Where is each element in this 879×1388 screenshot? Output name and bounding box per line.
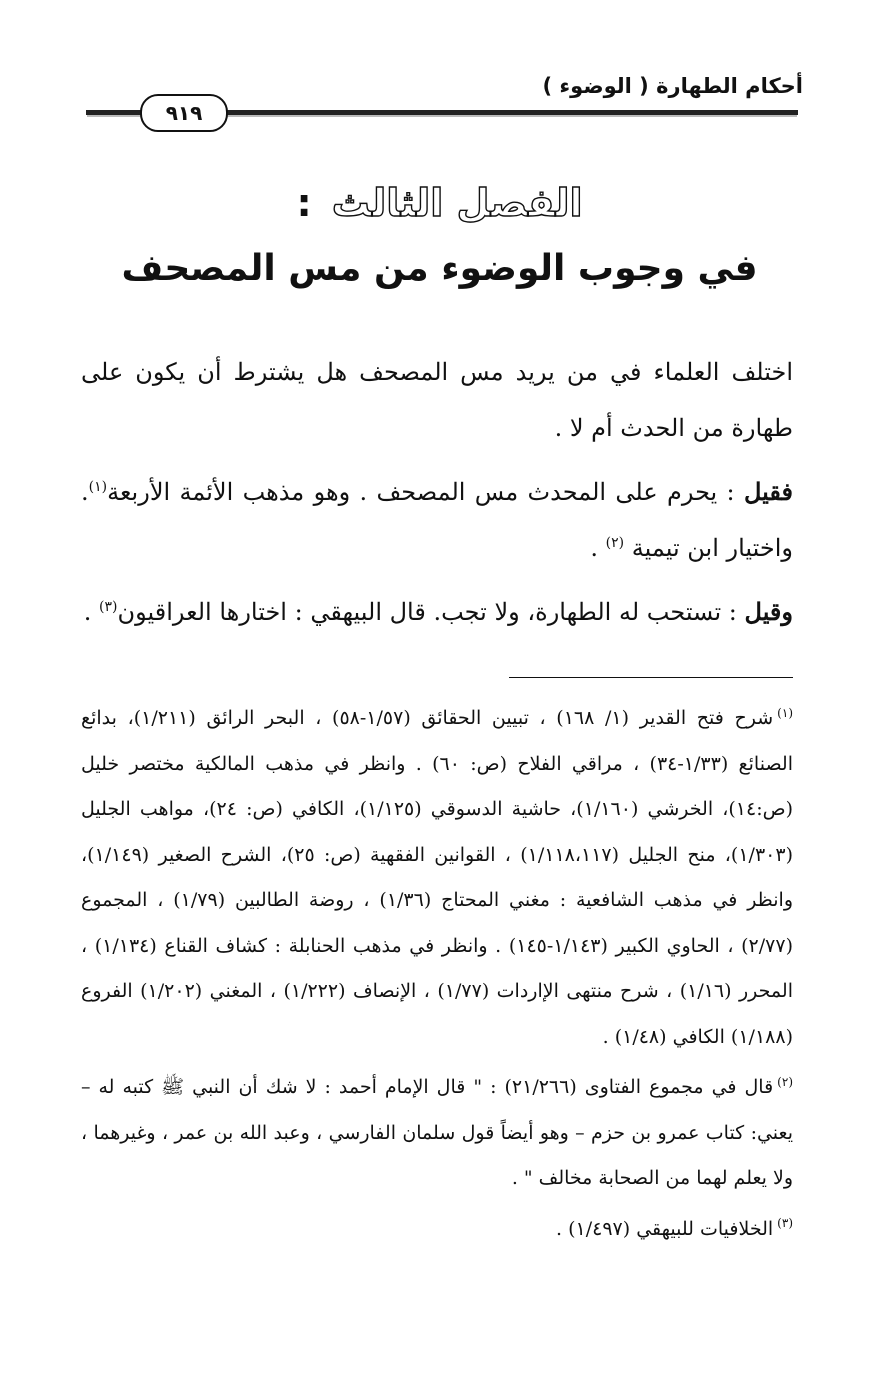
footnote-ref-1[interactable]: (١)	[88, 479, 108, 495]
footnote-separator	[509, 677, 793, 678]
opinion-1-text: : يحرم على المحدث مس المصحف . وهو مذهب الأئمة الأربعة	[107, 478, 735, 506]
chapter-subtitle: في وجوب الوضوء من مس المصحف	[121, 248, 758, 289]
opinion-2-lead: وقيل	[744, 597, 793, 626]
body-text	[81, 344, 793, 640]
running-title: أحكام الطهارة ( الوضوء )	[542, 74, 803, 98]
chapter-heading	[0, 180, 879, 226]
page-number-badge	[140, 94, 228, 132]
opinion-2-end: .	[83, 598, 100, 626]
footnote-ref-2[interactable]: (٢)	[605, 535, 625, 551]
opinion-2-paragraph	[81, 584, 793, 640]
footnote-1-mark: (١)	[777, 705, 793, 720]
footnote-1-text: شرح فتح القدير (١/ ١٦٨) ، تبيين الحقائق (١/٥٧-٥٨) ، البحر الرائق (١/٢١١)، بدائع الصنائع (١/٣٣-٣٤) ، مراقي الفلاح (ص: ٦٠) . وانظر في مذهب المالكية مختصر خليل (ص:١٤)، الخرشي (١/١٦٠)، حاشية الدسوقي (١/١٢٥)، الكافي (ص: ٢٤)، مواهب الجليل (١/٣٠٣)، منح الجليل (١/١١٨،١١٧) ، القوانين الفقهية (ص: ٢٥)، الشرح الصغير (١/١٤٩)، وانظر في مذهب الشافعية : مغني المحتاج (١/٣٦) ، روضة الطالبين (١/٧٩) ، المجموع (٢/٧٧) ، الحاوي الكبير (١/١٤٣-١٤٥) . وانظر في مذهب الحنابلة : كشاف القناع (١/١٣٤) ، المحرر (١/١٦) ، شرح منتهى الإاردات (١/٧٧) ، الإنصاف (١/٢٢٢) ، المغني (١/٢٠٢) الفروع (١/١٨٨) الكافي (١/٤٨) .	[81, 707, 794, 1048]
footnotes	[81, 696, 793, 1252]
footnote-3	[81, 1207, 793, 1253]
opinion-1-lead: فقيل	[743, 477, 793, 506]
footnote-1	[81, 696, 793, 1060]
footnote-2-text: قال في مجموع الفتاوى (٢١/٢٦٦) : " قال الإمام أحمد : لا شك أن النبي ﷺ كتبه له – يعني: كتاب عمرو بن حزم – وهو أيضاً قول سلمان الفارسي ، وعبد الله بن عمر ، وغيرهما ، ولا يعلم لهما من الصحابة مخالف " .	[81, 1076, 793, 1189]
footnote-ref-3[interactable]: (٣)	[99, 599, 118, 615]
opinion-1-paragraph	[81, 464, 793, 576]
footnote-2-mark: (٢)	[777, 1074, 793, 1089]
intro-paragraph: اختلف العلماء في من يريد مس المصحف هل يشترط أن يكون على طهارة من الحدث أم لا .	[81, 358, 793, 442]
footnote-2	[81, 1065, 793, 1202]
chapter-label: الفصل الثالث	[331, 181, 583, 225]
page-number: ٩١٩	[165, 101, 203, 125]
footnote-3-text: الخلافيات للبيهقي (١/٤٩٧) .	[556, 1217, 774, 1240]
opinion-1-end: .	[590, 534, 606, 562]
footnote-3-mark: (٣)	[777, 1216, 793, 1231]
opinion-1-after: . واختيار ابن تيمية	[81, 478, 793, 562]
opinion-2-text: : تستحب له الطهارة، ولا تجب. قال البيهقي : اختارها العراقيون	[117, 598, 737, 626]
chapter-colon: :	[296, 181, 312, 225]
